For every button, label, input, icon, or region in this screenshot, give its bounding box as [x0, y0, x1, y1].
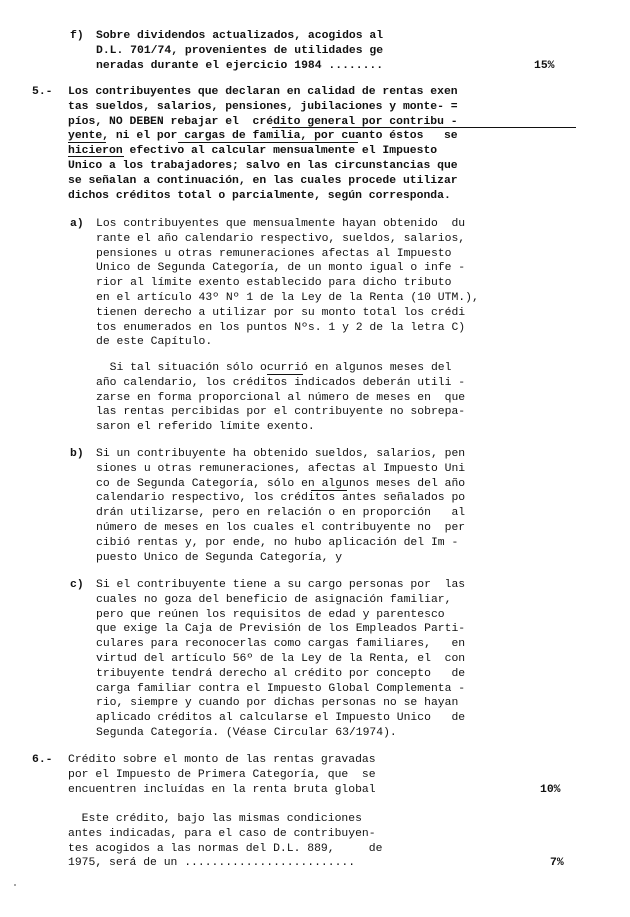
item-b-line: cibió rentas y, por ende, no hubo aplicación del Im - [96, 536, 459, 549]
item-c-line: carga familiar contra el Impuesto Global Complementa - [96, 682, 466, 695]
item-c-line: Segunda Categoría. (Véase Circular 63/1974). [96, 726, 397, 739]
item-a-line: rante el año calendario respectivo, sueldos, salarios, [96, 232, 466, 245]
item-c-line: tribuyente tendrá derecho al crédito por concepto de [96, 667, 466, 680]
item-c-line: cuales no goza del beneficio de asignación familiar, [96, 593, 452, 606]
item-a-para2-line: Si tal situación sólo ocurrió en algunos meses del [96, 362, 452, 374]
item-a-para2-line: las rentas percibidas por el contribuyente no sobrepa- [96, 406, 466, 419]
item-b-line: Si un contribuyente ha obtenido sueldos, salarios, pen [96, 448, 466, 460]
section-5-text [68, 85, 458, 203]
section-6-line: encuentren incluídas en la renta bruta global [68, 783, 376, 796]
item-a-paragraph-2 [96, 361, 465, 435]
section-5-line: dichos créditos total o parcialmente, según corresponda. [68, 189, 451, 202]
section-5-line: hicieron efectivo al calcular mensualmente el Impuesto [68, 145, 438, 158]
item-c-line: rio, siempre y cuando por dichas personas no se hayan [96, 697, 459, 710]
item-a-para2-line: año calendario, los créditos indicados deberán utili - [96, 376, 466, 389]
item-c-line: que exige la Caja de Previsión de los Empleados Parti- [96, 623, 466, 636]
section-6-marker: 6.- [32, 754, 53, 766]
item-c-line: pero que reúnen los requisitos de edad y parentesco [96, 608, 445, 621]
section-5-line: yente, ni el por cargas de familia, por cuanto éstos se [68, 130, 458, 143]
item-f-line: D.L. 701/74, provenientes de utilidades ge [96, 44, 384, 57]
section-6-rate: 10% [540, 783, 561, 796]
item-c-line: aplicado créditos al calcularse el Impuesto Unico de [96, 712, 466, 725]
item-c-line: virtud del artículo 56º de la Ley de la Renta, el con [96, 652, 466, 665]
underline-mark [68, 156, 124, 157]
item-a-line: en el artículo 43º Nº 1 de la Ley de la Renta (10 UTM.), [96, 291, 479, 304]
section-6-paragraph-2 [68, 812, 382, 871]
underline-mark [267, 374, 303, 375]
item-f-text [96, 29, 383, 73]
section-5-line: tas sueldos, salarios, pensiones, jubilaciones y monte- = [68, 100, 458, 113]
item-b-line: drán utilizarse, pero en relación o en proporción al [96, 507, 466, 520]
section-6-para2-line: tes acogidos a las normas del D.L. 889, de [68, 842, 383, 855]
section-6-para2-line: Este crédito, bajo las mismas condiciones [68, 813, 362, 825]
section-6-line: Crédito sobre el monto de las rentas gravadas [68, 754, 376, 766]
underline-mark [178, 142, 358, 143]
item-c-marker: c) [70, 579, 84, 591]
item-f-line: Sobre dividendos actualizados, acogidos al [96, 30, 384, 42]
section-6-line: por el Impuesto de Primera Categoría, que se [68, 768, 376, 781]
item-f-marker: f) [70, 30, 84, 42]
section-5-marker: 5.- [32, 86, 53, 98]
item-a-text [96, 217, 479, 350]
section-5-line: Los contribuyentes que declaran en calidad de rentas exen [68, 86, 458, 98]
item-b-line: número de meses en los cuales el contribuyente no per [96, 521, 466, 534]
section-5-line: píos, NO DEBEN rebajar el crédito general por contribu - [68, 115, 458, 128]
item-f-rate: 15% [534, 59, 555, 72]
underline-mark [68, 142, 106, 143]
item-b-marker: b) [70, 448, 84, 460]
item-a-para2-line: saron el referido límite exento. [96, 421, 315, 434]
scan-speck [14, 884, 16, 886]
item-a-marker: a) [70, 218, 84, 230]
item-a-line: pensiones u otras remuneraciones afectas al Impuesto [96, 247, 452, 260]
section-6-rate-2: 7% [550, 857, 564, 870]
item-c-line: culares para reconocerlas como cargas familiares, en [96, 638, 466, 651]
item-b-line: calendario respectivo, los créditos antes señalados po [96, 492, 466, 505]
item-a-line: Unico de Segunda Categoría, de un monto igual o infe - [96, 262, 466, 275]
item-f-line: neradas durante el ejercicio 1984 ........ [96, 59, 384, 72]
item-b-text [96, 447, 465, 565]
item-a-line: tos enumerados en los puntos Nºs. 1 y 2 de la letra C) [96, 321, 466, 334]
item-a-para2-line: zarse en forma proporcional al número de meses en que [96, 391, 466, 404]
section-6-para2-line: 1975, será de un ......................... [68, 857, 356, 870]
item-b-line: puesto Unico de Segunda Categoría, y [96, 551, 343, 564]
section-6-text [68, 753, 376, 797]
underline-mark [311, 490, 347, 491]
item-a-line: de este Capítulo. [96, 336, 213, 349]
item-b-line: siones u otras remuneraciones, afectas al Impuesto Uni [96, 462, 466, 475]
item-a-line: Los contribuyentes que mensualmente hayan obtenido du [96, 218, 466, 230]
item-a-line: rior al límite exento establecido para dicho tributo [96, 277, 452, 290]
section-6-para2-line: antes indicadas, para el caso de contribuyen- [68, 827, 376, 840]
item-a-line: tienen derecho a utilizar por su monto total los crédi [96, 306, 466, 319]
section-5-line: Unico a los trabajadores; salvo en las circunstancias que [68, 159, 458, 172]
section-5-line: se señalan a continuación, en las cuales procede utilizar [68, 174, 458, 187]
item-c-line: Si el contribuyente tiene a su cargo personas por las [96, 579, 466, 591]
item-c-text [96, 578, 465, 741]
item-b-line: co de Segunda Categoría, sólo en algunos meses del año [96, 477, 466, 490]
underline-mark [272, 127, 576, 128]
